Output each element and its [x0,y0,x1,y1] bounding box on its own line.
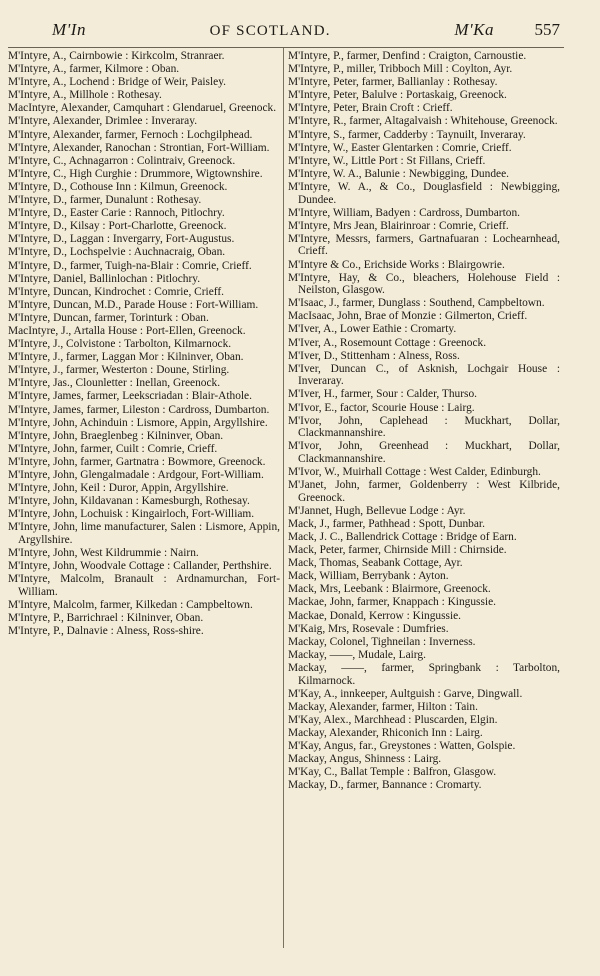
directory-entry: Mackay, D., farmer, Bannance : Cromarty. [288,779,482,792]
directory-entry: M'Iver, Duncan C., of Asknish, Lochgair House : Inveraray. [288,362,560,388]
directory-entry: M'Isaac, J., farmer, Dunglass : Southend, Campbeltown. [288,297,545,310]
directory-entry: M'Intyre, William, Badyen : Cardross, Dumbarton. [288,206,521,219]
directory-entry: M'Intyre, Duncan, Kindrochet : Comrie, Crieff. [8,285,224,298]
directory-entry: Mackae, John, farmer, Knappach : Kingussie. [288,596,496,609]
directory-entry: M'Kay, Alex., Marchhead : Pluscarden, Elgin. [288,713,498,726]
directory-entry: M'Intyre, D., Laggan : Invergarry, Fort-Augustus. [8,233,235,246]
directory-entry: M'Intyre, John, West Kildrummie : Nairn. [8,547,199,560]
header-right-guide: M'Ka [454,20,494,39]
directory-entry: M'Ivor, E., factor, Scourie House : Lairg. [288,401,475,414]
directory-entry: Mack, William, Berrybank : Ayton. [288,570,449,583]
directory-entry: M'Intyre, James, farmer, Leekscriadan : Blair-Athole. [8,390,252,403]
directory-entry: M'Intyre, John, Kildavanan : Kamesburgh, Rothesay. [8,495,250,508]
directory-entry: M'Intyre, D., farmer, Tuigh-na-Blair : Comrie, Crieff. [8,259,252,272]
directory-entry: M'Iver, D., Stittenham : Alness, Ross. [288,349,460,362]
directory-entry: M'Intyre, Alexander, Ranochan : Strontian, Fort-William. [8,141,270,154]
directory-entry: M'Intyre, Duncan, farmer, Torinturk : Oban. [8,311,209,324]
directory-entry: M'Kaig, Mrs, Rosevale : Dumfries. [288,622,449,635]
directory-entry: M'Kay, C., Ballat Temple : Balfron, Glasgow. [288,766,497,779]
directory-entry: M'Intyre, Peter, farmer, Ballianlay : Rothesay. [288,76,498,89]
directory-entry: M'Intyre, P., miller, Tribboch Mill : Coylton, Ayr. [288,63,513,76]
directory-entry: M'Intyre, John, farmer, Gartnatra : Bowmore, Greenock. [8,455,266,468]
directory-entry: M'Intyre, Duncan, M.D., Parade House : Fort-William. [8,298,259,311]
directory-entry: M'Intyre, Jas., Clounletter : Inellan, Greenock. [8,377,221,390]
directory-entry: MacIntyre, J., Artalla House : Port-Ellen, Greenock. [8,324,246,337]
directory-entry: Mack, Mrs, Leebank : Blairmore, Greenock. [288,583,491,596]
left-column [8,50,280,638]
column-divider [283,48,284,948]
directory-entry: M'Janet, John, farmer, Goldenberry : West Kilbride, Greenock. [288,479,560,504]
directory-entry: M'Intyre, A., Lochend : Bridge of Weir, Paisley. [8,76,227,89]
directory-entry: M'Intyre, D., Lochspelvie : Auchnacraig, Oban. [8,246,226,259]
page-number: 557 [534,20,560,39]
directory-entry: M'Intyre, R., farmer, Altagalvaish : Whitehouse, Greenock. [288,115,558,128]
directory-entry: Mack, J. C., Ballendrick Cottage : Bridge of Earn. [288,530,517,543]
directory-entry: M'Intyre, C., High Curghie : Drummore, Wigtownshire. [8,167,263,180]
directory-entry: M'Intyre, C., Achnagarron : Colintraiv, Greenock. [8,154,236,167]
directory-entry: M'Intyre, Alexander, farmer, Fernoch : Lochgilphead. [8,128,253,141]
directory-entry: M'Intyre, John, Achinduin : Lismore, Appin, Argyllshire. [8,416,268,429]
directory-entry: M'Intyre, Mrs Jean, Blairinroar : Comrie, Crieff. [288,219,509,232]
directory-entry: M'Intyre, John, farmer, Cuilt : Comrie, Crieff. [8,442,218,455]
directory-entry: M'Intyre, D., Easter Carie : Rannoch, Pitlochry. [8,207,225,220]
directory-entry: M'Ivor, W., Muirhall Cottage : West Calder, Edinburgh. [288,466,541,478]
directory-entry: M'Intyre, W., Little Port : St Fillans, Crieff. [288,154,486,167]
directory-entry: Mack, Peter, farmer, Chirnside Mill : Chirnside. [288,544,507,557]
header-title: OF SCOTLAND. [209,23,331,39]
directory-entry: MacIntyre, Alexander, Camquhart : Glendaruel, Greenock. [8,102,277,115]
directory-entry: Mack, Thomas, Seabank Cottage, Ayr. [288,557,463,570]
right-column [288,50,560,792]
directory-entry: Mackay, ——, farmer, Springbank : Tarbolton, Kilmarnock. [288,661,560,687]
directory-entry: Mack, J., farmer, Pathhead : Spott, Dunbar. [288,517,485,530]
directory-entry: M'Intyre, D., Kilsay : Port-Charlotte, Greenock. [8,220,227,233]
directory-entry: M'Intyre, John, lime manufacturer, Salen : Lismore, Appin, Argyllshire. [8,521,280,546]
directory-entry: Mackay, Alexander, farmer, Hilton : Tain. [288,700,478,713]
directory-entry: M'Intyre, John, Lochuisk : Kingairloch, Fort-William. [8,508,255,521]
directory-entry: M'Ivor, John, Caplehead : Muckhart, Dollar, Clackmannanshire. [288,414,560,440]
directory-entry: M'Intyre, D., Cothouse Inn : Kilmun, Greenock. [8,180,228,193]
directory-entry: M'Iver, A., Rosemount Cottage : Greenock. [288,336,487,349]
directory-entry: Mackay, ——, Mudale, Lairg. [288,648,426,661]
directory-entry: M'Intyre, Malcolm, farmer, Kilkedan : Campbeltown. [8,598,253,611]
directory-entry: M'Intyre, J., Colvistone : Tarbolton, Kilmarnock. [8,338,232,351]
directory-entry: M'Kay, A., innkeeper, Aultguish : Garve, Dingwall. [288,687,523,700]
directory-entry: Mackae, Donald, Kerrow : Kingussie. [288,609,462,622]
directory-entry: M'Intyre, A., Millhole : Rothesay. [8,89,162,102]
directory-entry: M'Intyre, A., Cairnbowie : Kirkcolm, Stranraer. [8,50,225,62]
directory-entry: M'Intyre, John, Braeglenbeg : Kilninver, Oban. [8,429,224,442]
header-left-guide: M'In [52,20,86,39]
directory-entry: M'Intyre, J., farmer, Laggan Mor : Kilninver, Oban. [8,351,244,364]
directory-entry: M'Kay, Angus, far., Greystones : Watten, Golspie. [288,739,516,752]
directory-entry: M'Intyre, W., Easter Glentarken : Comrie, Crieff. [288,141,512,154]
directory-entry: M'Intyre & Co., Erichside Works : Blairgowrie. [288,258,505,271]
directory-entry: M'Intyre, John, Keil : Duror, Appin, Argyllshire. [8,482,229,495]
directory-entry: Mackay, Angus, Shinness : Lairg. [288,753,442,766]
directory-entry: M'Intyre, P., Dalnavie : Alness, Ross-shire. [8,625,204,638]
directory-entry: M'Intyre, P., farmer, Denfind : Craigton, Carnoustie. [288,50,527,62]
directory-entry: M'Intyre, Messrs, farmers, Gartnafuaran : Lochearnhead, Crieff. [288,232,560,258]
directory-entry: M'Intyre, John, Woodvale Cottage : Callander, Perthshire. [8,560,272,573]
directory-entry: M'Intyre, Malcolm, Branault : Ardnamurchan, Fort-William. [8,573,280,598]
directory-entry: M'Intyre, James, farmer, Lileston : Cardross, Dumbarton. [8,403,270,416]
directory-entry: Mackay, Colonel, Tighneilan : Inverness. [288,635,476,648]
directory-entry: M'Intyre, W. A., Balunie : Newbigging, Dundee. [288,167,509,180]
directory-entry: M'Intyre, J., farmer, Westerton : Doune, Stirling. [8,364,230,377]
directory-entry: M'Intyre, W. A., & Co., Douglasfield : Newbigging, Dundee. [288,180,560,206]
directory-entry: M'Intyre, Alexander, Drimlee : Inveraray. [8,115,198,128]
directory-entry: MacIsaac, John, Brae of Monzie : Gilmerton, Crieff. [288,310,528,323]
directory-entry: M'Jannet, Hugh, Bellevue Lodge : Ayr. [288,504,466,517]
running-header [52,20,560,48]
directory-entry: M'Intyre, John, Glengalmadale : Ardgour, Fort-William. [8,469,264,481]
directory-entry: M'Ivor, John, Greenhead : Muckhart, Dollar, Clackmannanshire. [288,440,560,465]
directory-entry: M'Intyre, Hay, & Co., bleachers, Holehouse Field : Neilston, Glasgow. [288,271,560,297]
directory-entry: M'Intyre, P., Barrichrael : Kilninver, Oban. [8,612,204,625]
directory-entry: M'Intyre, Daniel, Ballinlochan : Pitlochry. [8,272,201,285]
header-rule [8,47,564,48]
directory-entry: M'Intyre, Peter, Brain Croft : Crieff. [288,102,453,115]
directory-entry: M'Intyre, D., farmer, Dunalunt : Rothesay. [8,194,202,207]
directory-entry: M'Iver, H., farmer, Sour : Calder, Thurso. [288,388,478,401]
directory-entry: M'Intyre, S., farmer, Cadderby : Taynuilt, Inveraray. [288,128,526,141]
directory-entry: Mackay, Alexander, Rhiconich Inn : Lairg. [288,726,483,739]
directory-entry: M'Iver, A., Lower Eathie : Cromarty. [288,323,457,336]
directory-entry: M'Intyre, Peter, Balulve : Portaskaig, Greenock. [288,89,507,102]
directory-entry: M'Intyre, A., farmer, Kilmore : Oban. [8,63,180,76]
